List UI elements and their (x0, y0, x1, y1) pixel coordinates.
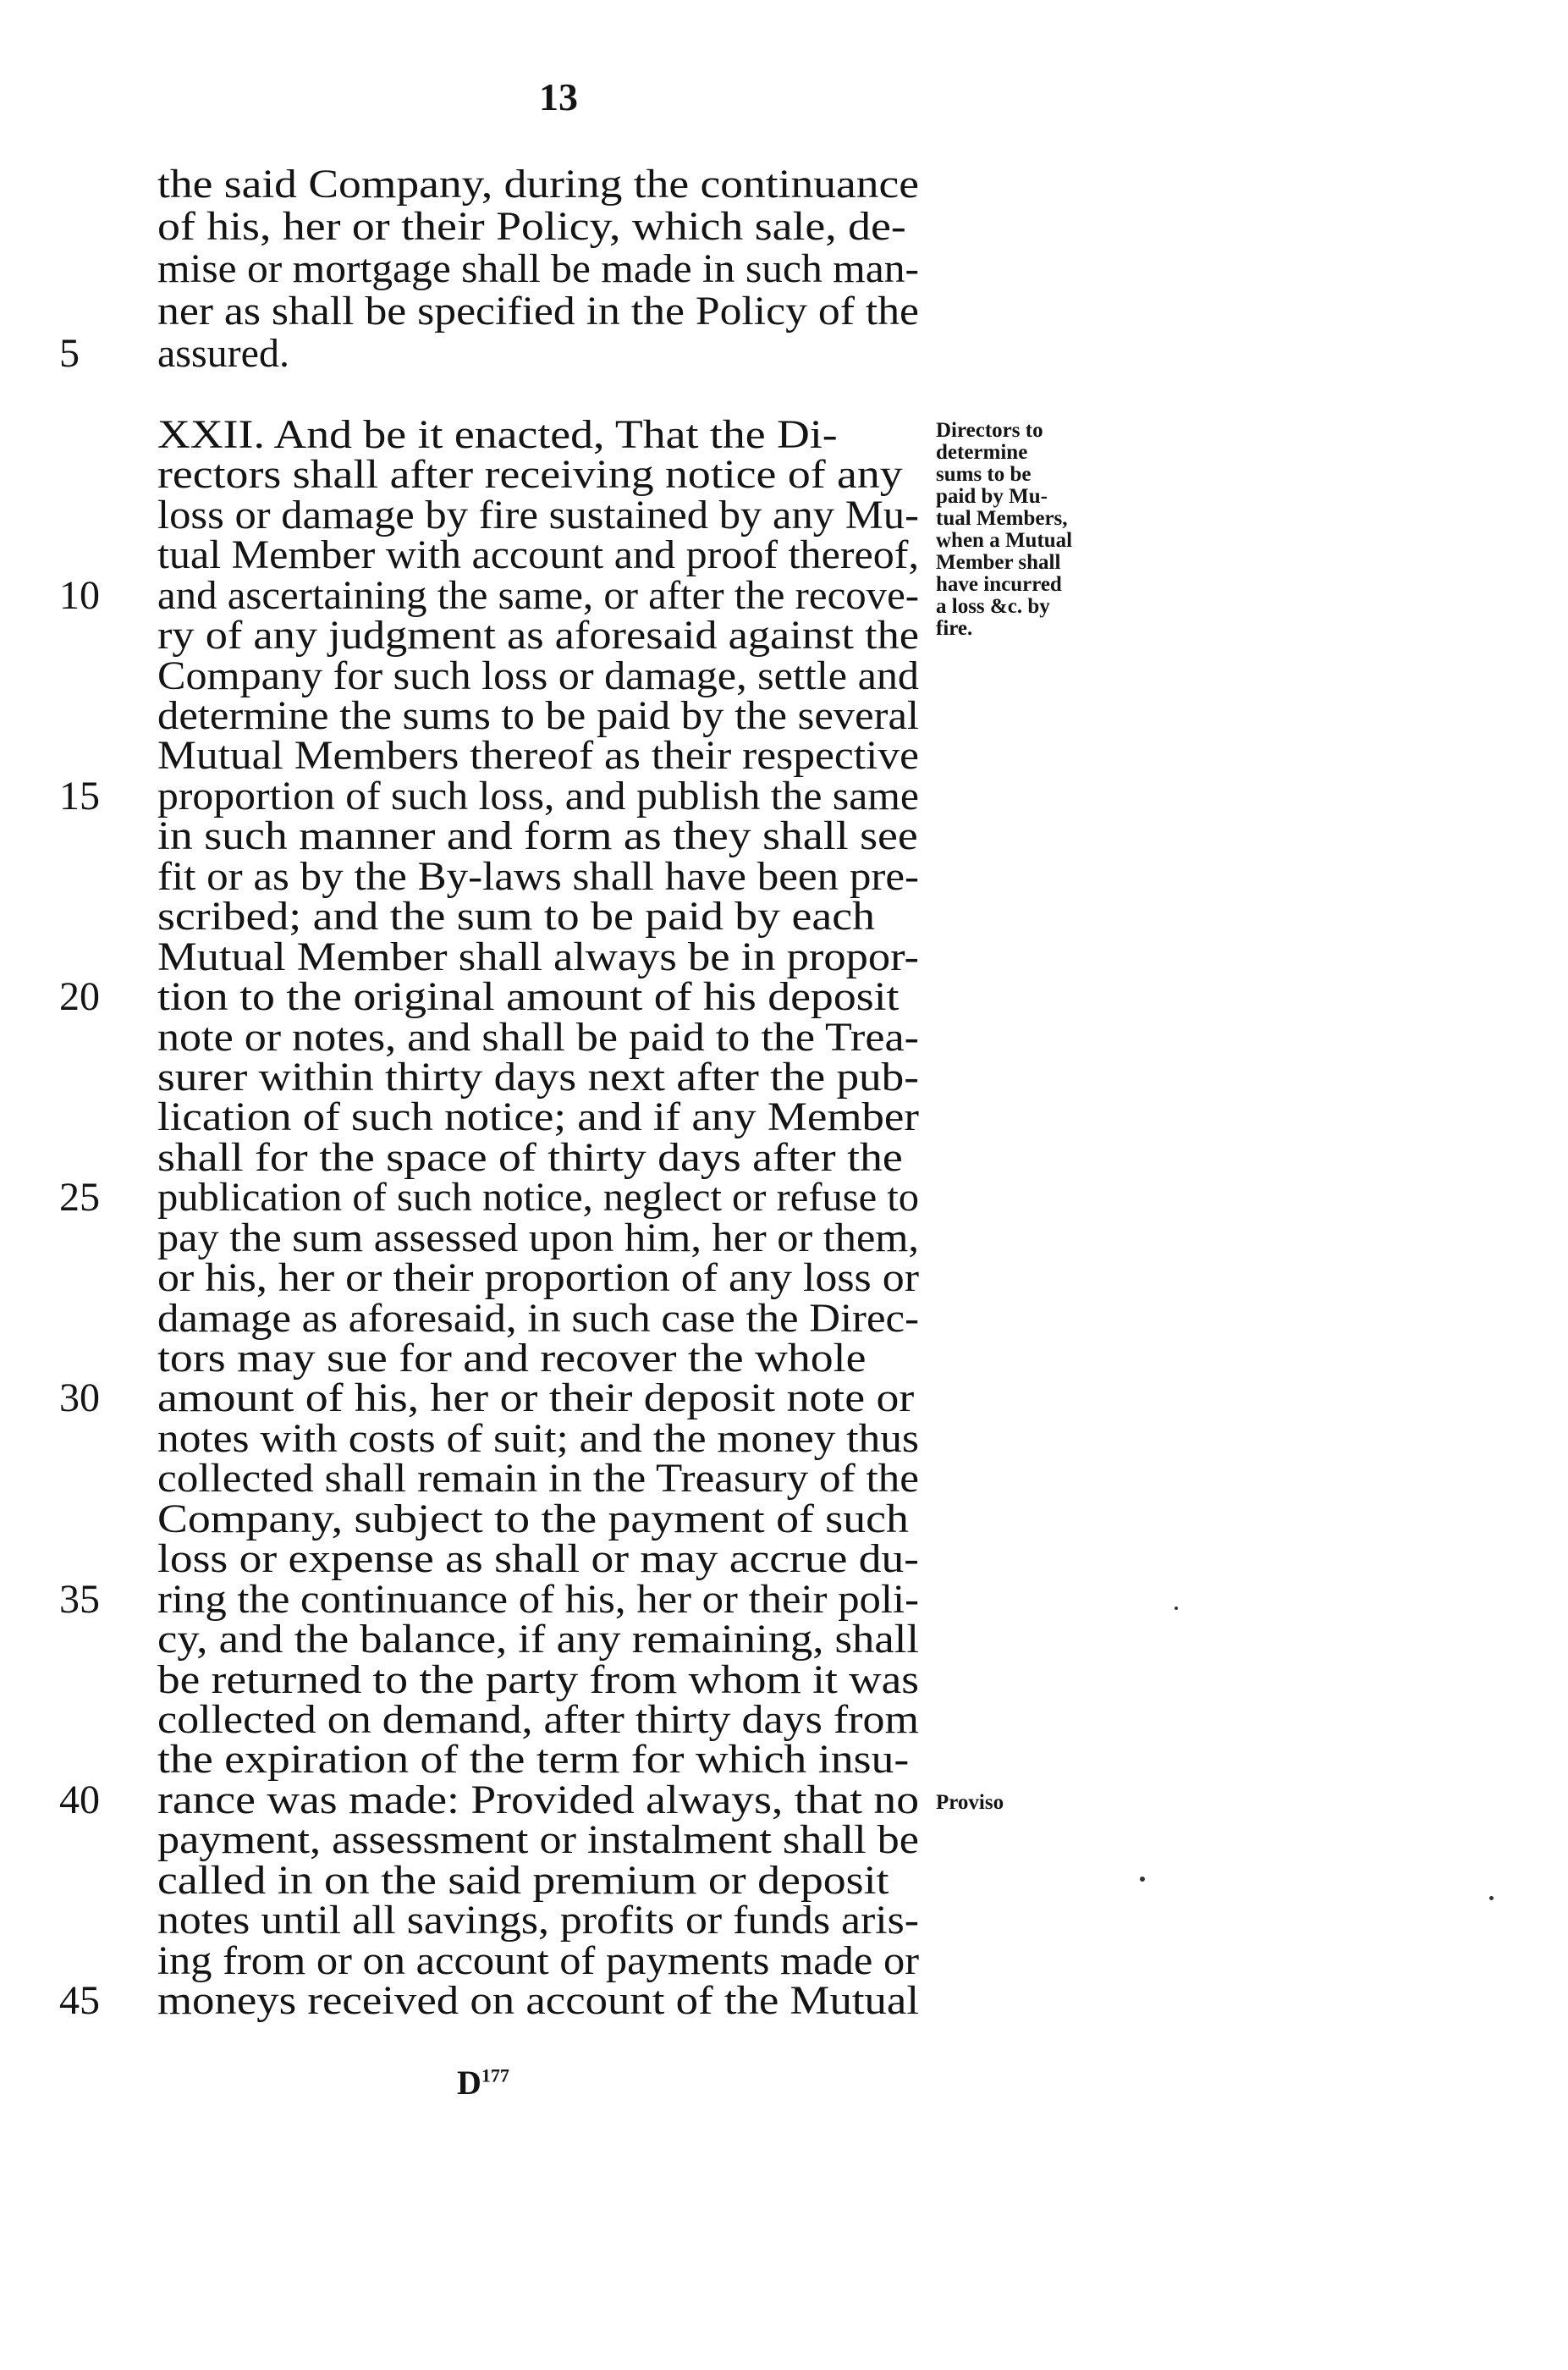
text-line-content: ry of any judgment as aforesaid against the (157, 613, 919, 658)
text-line (157, 1536, 919, 1581)
text-line (157, 1298, 919, 1339)
text-line (157, 1739, 919, 1780)
margin-note-line: a loss &c. by (936, 595, 1050, 618)
text-line (157, 291, 919, 332)
text-line-content: Company for such loss or damage, settle and (157, 653, 919, 698)
text-line (157, 1579, 919, 1620)
text-line (157, 1780, 919, 1821)
text-line (157, 1338, 919, 1379)
text-line-content: the said Company, during the continuance (157, 162, 919, 207)
text-line-content: determine the sums to be paid by the several (157, 693, 919, 738)
text-line (157, 615, 919, 656)
text-line-content: assured. (157, 331, 289, 376)
text-line (157, 733, 919, 778)
text-line-content: mise or mortgage shall be made in such man- (157, 246, 919, 291)
line-number: 10 (59, 573, 100, 618)
text-line-content: notes with costs of suit; and the money thus (157, 1416, 919, 1461)
text-line (157, 532, 919, 577)
text-line-content: shall for the space of thirty days after the (157, 1135, 903, 1180)
text-line-content: lication of such notice; and if any Member (157, 1094, 919, 1139)
text-line-content: called in on the said premium or deposit (157, 1858, 889, 1903)
text-line-content: tual Member with account and proof thereof, (157, 532, 919, 577)
text-line-content: loss or damage by fire sustained by any Mu- (157, 493, 919, 537)
text-line (157, 1458, 919, 1499)
text-line (157, 896, 919, 937)
text-line-content: of his, her or their Policy, which sale, de- (157, 204, 906, 249)
margin-note-line: when a Mutual (936, 529, 1073, 552)
text-line-content: be returned to the party from whom it was (157, 1657, 919, 1702)
ink-speck (1489, 1896, 1494, 1900)
ink-speck (1140, 1877, 1145, 1882)
margin-note-line: fire. (936, 617, 973, 640)
line-number: 15 (59, 774, 100, 818)
margin-note-line: paid by Mu- (936, 485, 1048, 508)
text-line (157, 246, 919, 291)
text-line (157, 1215, 919, 1260)
text-line-content: or his, her or their proportion of any loss or (157, 1255, 919, 1300)
text-line (157, 1817, 919, 1862)
text-line (157, 813, 919, 858)
margin-note-line: Proviso (936, 1791, 1004, 1814)
text-line-content: Mutual Members thereof as their respective (157, 733, 919, 778)
text-line-content: ner as shall be specified in the Policy of the (157, 289, 919, 333)
text-line-content: pay the sum assessed upon him, her or them, (157, 1215, 919, 1260)
margin-note-line: tual Members, (936, 507, 1068, 530)
text-line (157, 974, 919, 1019)
text-line (157, 573, 919, 618)
text-line (157, 1697, 919, 1742)
text-line-content: damage as aforesaid, in such case the Direc- (157, 1296, 919, 1341)
margin-note-line: have incurred (936, 573, 1062, 596)
text-line-content: note or notes, and shall be paid to the Trea- (157, 1015, 919, 1060)
text-line (157, 1496, 919, 1541)
signature-number: 177 (481, 2064, 509, 2086)
text-line (157, 164, 919, 205)
text-line (157, 495, 919, 536)
line-number: 25 (59, 1175, 100, 1220)
text-line-content: and ascertaining the same, or after the recove- (157, 573, 919, 618)
text-line-content: ing from or on account of payments made or (157, 1938, 919, 1983)
text-line-content: in such manner and form as they shall see (157, 813, 918, 858)
text-line (157, 412, 919, 457)
text-line-content: amount of his, her or their deposit note or (157, 1375, 915, 1420)
text-line-content: rance was made: Provided always, that no (157, 1778, 919, 1822)
text-line (157, 1657, 919, 1702)
text-line (157, 1057, 919, 1098)
line-number: 40 (59, 1778, 100, 1822)
text-line-content: proportion of such loss, and publish the same (157, 774, 919, 818)
text-line (157, 1135, 919, 1180)
text-line (157, 1017, 919, 1058)
signature-mark (457, 2063, 509, 2103)
margin-note-line: Member shall (936, 551, 1061, 574)
text-line (157, 854, 919, 899)
text-line-content: publication of such notice, neglect or refuse to (157, 1175, 919, 1220)
text-line-content: fit or as by the By-laws shall have been pre- (157, 854, 919, 899)
text-line (157, 653, 919, 698)
text-line-content: Mutual Member shall always be in propor- (157, 934, 919, 979)
text-line-content: surer within thirty days next after the pub- (157, 1055, 919, 1100)
margin-note-line: sums to be (936, 463, 1032, 486)
signature-letter: D (457, 2064, 481, 2102)
line-number: 5 (59, 331, 80, 376)
text-line-content: payment, assessment or instalment shall be (157, 1817, 919, 1862)
text-line (157, 1255, 919, 1300)
text-line (157, 333, 919, 374)
line-number: 45 (59, 1978, 100, 2023)
text-line (157, 1938, 919, 1983)
text-line (157, 1978, 919, 2023)
text-line (157, 1177, 919, 1218)
page-number: 13 (539, 75, 578, 118)
text-line (157, 1900, 919, 1941)
text-line (157, 452, 919, 497)
line-number: 30 (59, 1375, 100, 1420)
text-line (157, 1375, 919, 1420)
text-line-content: rectors shall after receiving notice of any (157, 452, 903, 497)
ink-speck (1175, 1607, 1178, 1610)
text-line-content: cy, and the balance, if any remaining, shall (157, 1617, 919, 1662)
text-line (157, 1619, 919, 1660)
text-line (157, 1416, 919, 1461)
text-line-content: notes until all savings, profits or funds aris- (157, 1898, 919, 1943)
text-line-content: moneys received on account of the Mutual (157, 1978, 919, 2023)
text-line (157, 776, 919, 817)
text-line-content: the expiration of the term for which insu- (157, 1737, 910, 1782)
text-line (157, 1860, 919, 1901)
margin-note-line: determine (936, 441, 1028, 464)
text-line (157, 204, 919, 249)
text-line-content: scribed; and the sum to be paid by each (157, 894, 875, 939)
text-line-content: tors may sue for and recover the whole (157, 1336, 867, 1381)
text-line-content: collected on demand, after thirty days from (157, 1697, 919, 1742)
text-line-content: XXII. And be it enacted, That the Di- (157, 412, 838, 457)
text-line-content: Company, subject to the payment of such (157, 1496, 909, 1541)
text-line-content: ring the continuance of his, her or their poli- (157, 1577, 919, 1622)
line-number: 35 (59, 1577, 100, 1622)
text-line (157, 934, 919, 979)
text-line-content: collected shall remain in the Treasury of the (157, 1456, 919, 1501)
text-line-content: loss or expense as shall or may accrue du- (157, 1536, 919, 1581)
text-line (157, 1094, 919, 1139)
margin-note-line: Directors to (936, 419, 1043, 442)
line-number: 20 (59, 974, 100, 1019)
text-line-content: tion to the original amount of his deposit (157, 974, 900, 1019)
text-line (157, 693, 919, 738)
